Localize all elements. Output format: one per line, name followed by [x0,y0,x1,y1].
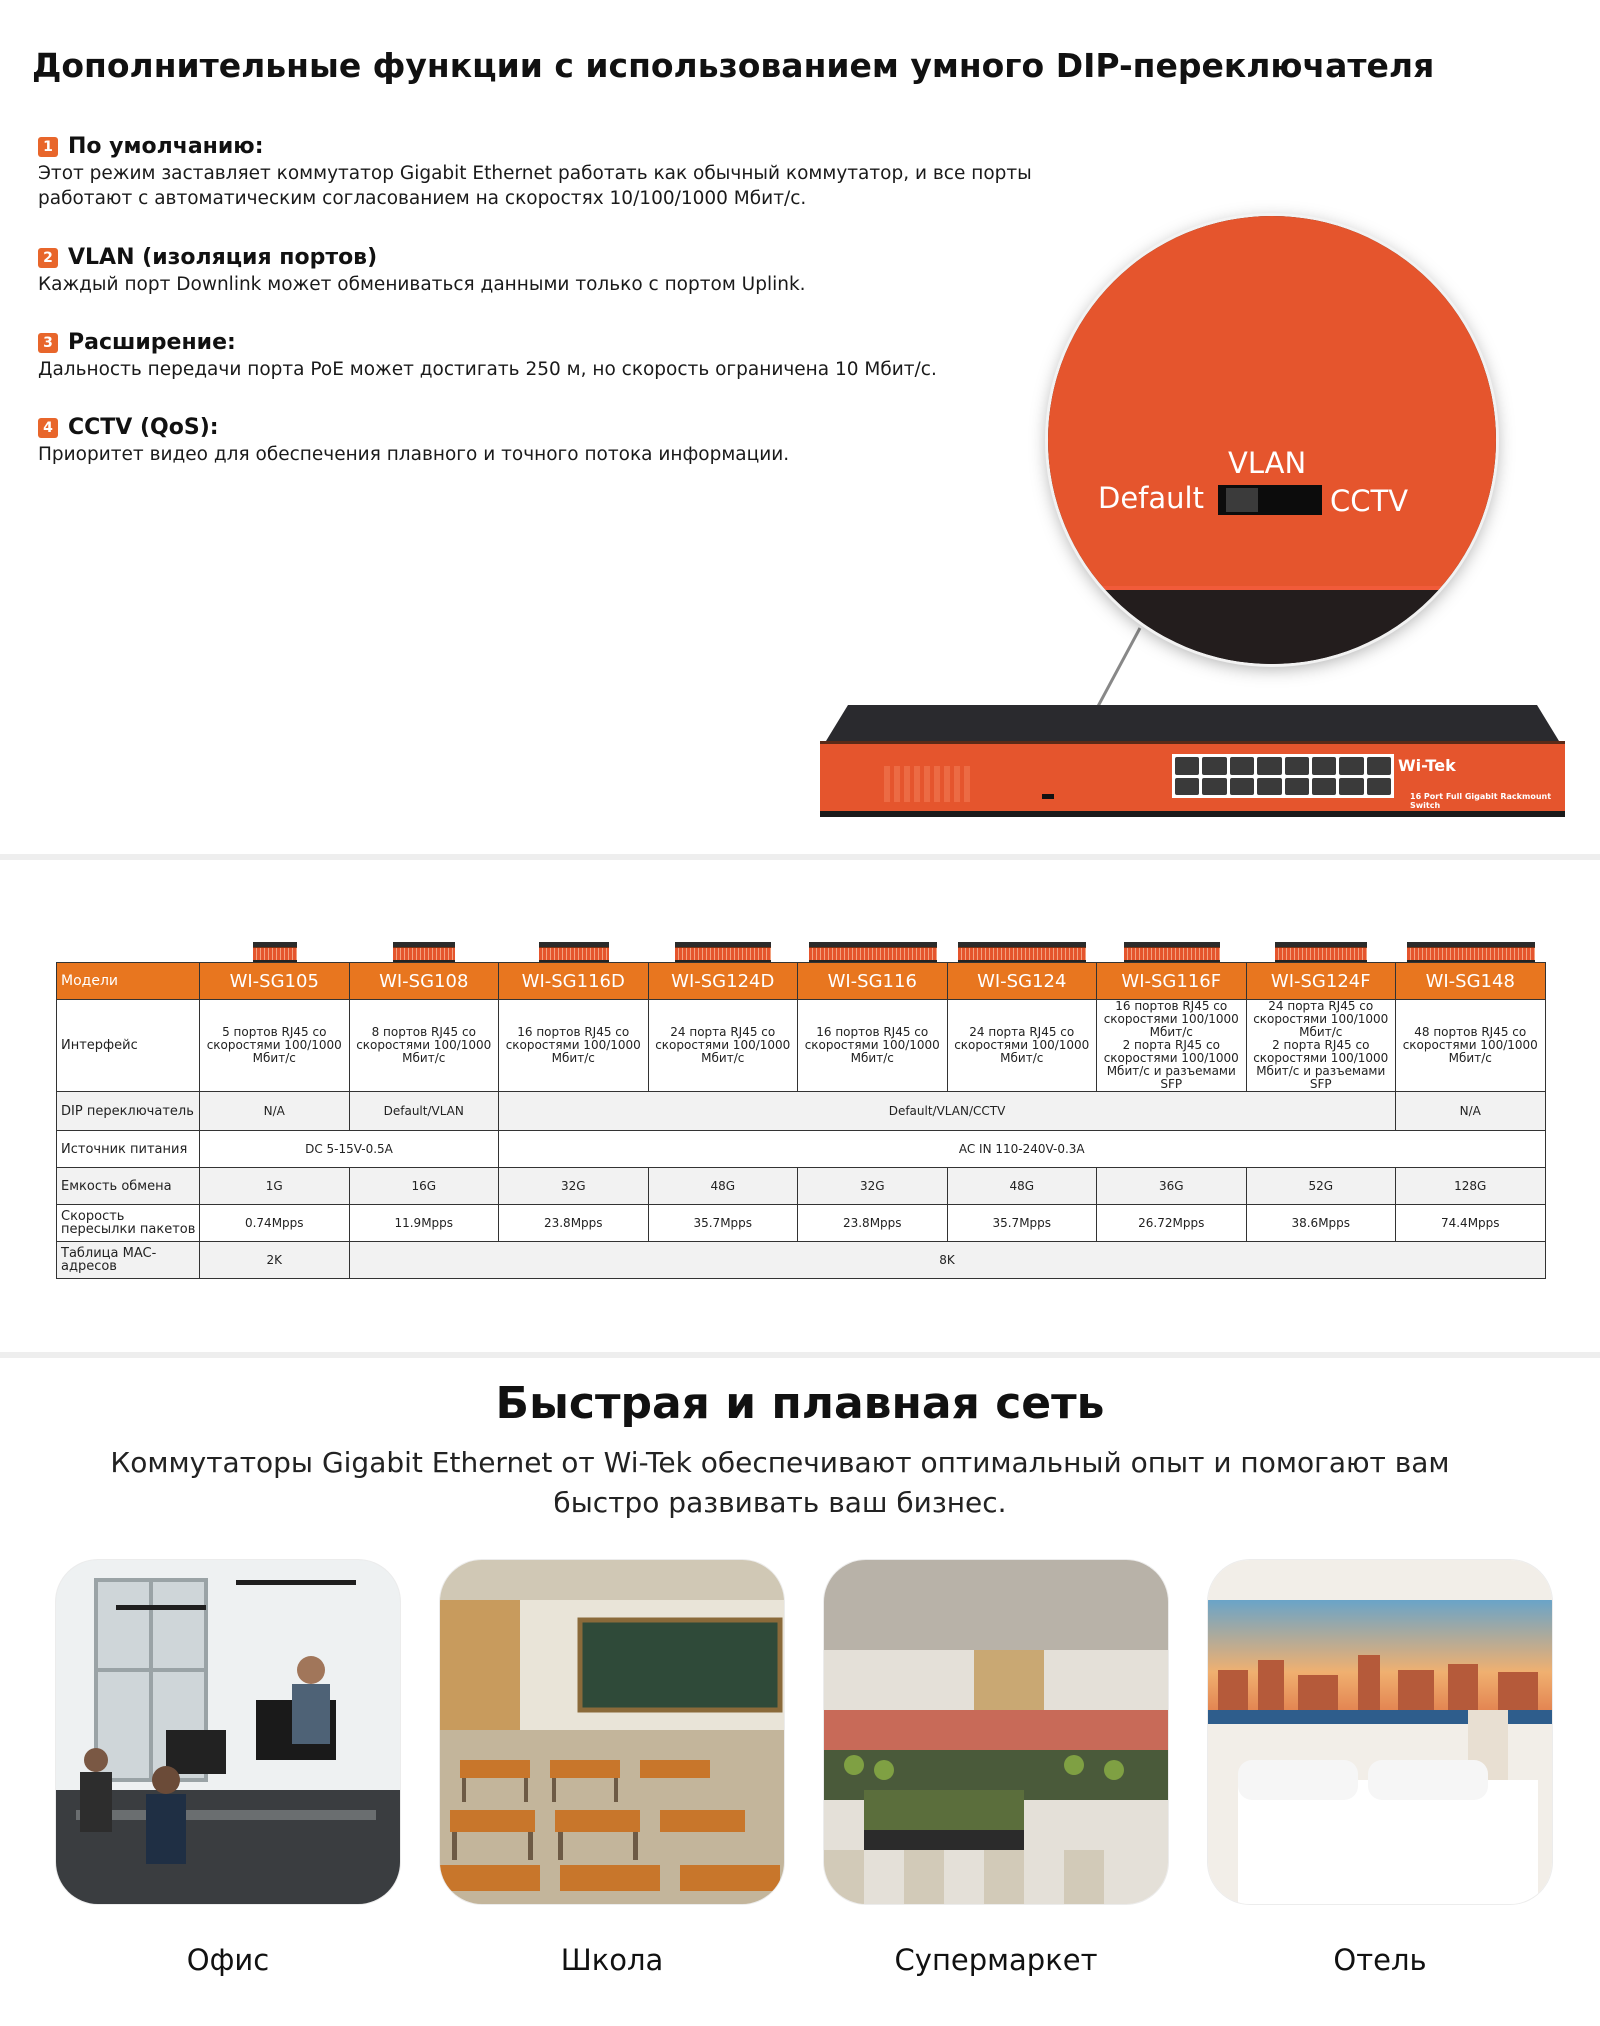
rj45-port [1285,778,1309,796]
rj45-port [1339,757,1363,775]
rj45-port [1312,757,1336,775]
dip-label-default: Default [1098,481,1204,515]
model-name: WI-SG124D [648,963,798,1000]
scene-label-hotel: Отель [1333,1943,1427,1977]
table-cell: 1G [200,1168,350,1205]
table-cell: 16 портов RJ45 со скоростями 100/1000 Мбит/с 2 порта RJ45 со скоростями 100/1000 Мбит/с и разъемами SFP [1097,1000,1247,1092]
model-name: WI-SG148 [1396,963,1546,1000]
model-name: WI-SG108 [349,963,499,1000]
dip-label-cctv: CCTV [1330,484,1409,518]
table-cell: 16G [349,1168,499,1205]
rackmount-switch-image [820,705,1565,817]
dip-switch-knob [1226,488,1258,512]
spec-table [56,962,1546,1279]
rj45-port [1230,757,1254,775]
table-cell: 74.4Mpps [1396,1205,1546,1242]
model-thumbnail [958,942,1086,962]
rj45-port [1367,757,1391,775]
table-cell: 26.72Mpps [1097,1205,1247,1242]
number-badge: 2 [38,248,58,268]
page-title: Дополнительные функции с использованием умного DIP-переключателя [32,46,1435,85]
school-photo [440,1560,784,1904]
scene-label-school: Школа [560,1943,664,1977]
table-cell: 2K [200,1242,350,1279]
table-cell: 0.74Mpps [200,1205,350,1242]
feature-description: Приоритет видео для обеспечения плавного и точного потока информации. [38,444,790,465]
rj45-port [1202,778,1226,796]
section-divider [0,1352,1600,1358]
table-cell: DC 5-15V-0.5A [200,1131,499,1168]
feature-description: Дальность передачи порта PoE может достигать 250 м, но скорость ограничена 10 Мбит/с. [38,359,937,380]
table-cell: 24 порта RJ45 со скоростями 100/1000 Мбит/с [947,1000,1097,1092]
rj45-port [1312,778,1336,796]
table-cell: 38.6Mpps [1246,1205,1396,1242]
table-row [57,1205,1546,1242]
table-row [57,1131,1546,1168]
model-name: WI-SG124 [947,963,1097,1000]
table-cell: 16 портов RJ45 со скоростями 100/1000 Мбит/с [798,1000,948,1092]
feature-heading: CCTV (QoS): [68,415,219,440]
model-name: WI-SG124F [1246,963,1396,1000]
feature-default [38,134,1058,211]
feature-description: Каждый порт Downlink может обмениваться данными только с портом Uplink. [38,274,806,295]
row-label: Модели [57,963,200,1000]
rj45-port [1285,757,1309,775]
table-row [57,1168,1546,1205]
table-row [57,1000,1546,1092]
table-cell: 35.7Mpps [648,1205,798,1242]
rj45-port [1175,757,1199,775]
table-cell: 48 портов RJ45 со скоростями 100/1000 Мбит/с [1396,1000,1546,1092]
model-name: WI-SG116 [798,963,948,1000]
row-label: Таблица MAC-адресов [57,1242,200,1279]
scene-label-office: Офис [186,1943,270,1977]
table-cell: N/A [200,1092,350,1131]
row-label: Емкость обмена [57,1168,200,1205]
row-label: DIP переключатель [57,1092,200,1131]
table-row [57,963,1546,1000]
rj45-port [1202,757,1226,775]
number-badge: 4 [38,418,58,438]
table-cell: 52G [1246,1168,1396,1205]
table-cell: Default/VLAN [349,1092,499,1131]
number-badge: 1 [38,137,58,157]
number-badge: 3 [38,333,58,353]
model-name: WI-SG116F [1097,963,1247,1000]
feature-vlan [38,245,1058,297]
model-name: WI-SG116D [499,963,649,1000]
model-thumbnails [200,934,1545,962]
table-row [57,1092,1546,1131]
table-cell: 32G [798,1168,948,1205]
device-caption: 16 Port Full Gigabit Rackmount Switch [1410,792,1552,810]
model-thumbnail [393,942,455,962]
table-cell: 32G [499,1168,649,1205]
rj45-port [1175,778,1199,796]
rj45-port [1339,778,1363,796]
table-cell: N/A [1396,1092,1546,1131]
section-divider [0,854,1600,860]
dip-label-vlan: VLAN [1228,446,1307,480]
table-cell: 36G [1097,1168,1247,1205]
rj45-port [1257,757,1281,775]
table-cell: 48G [648,1168,798,1205]
rj45-port [1367,778,1391,796]
feature-heading: По умолчанию: [68,134,264,159]
hotel-photo [1208,1560,1552,1904]
feature-heading: Расширение: [68,330,236,355]
table-cell: 24 порта RJ45 со скоростями 100/1000 Мбит/с 2 порта RJ45 со скоростями 100/1000 Мбит/с и разъемами SFP [1246,1000,1396,1092]
feature-heading: VLAN (изоляция портов) [68,245,378,270]
table-cell: 16 портов RJ45 со скоростями 100/1000 Мбит/с [499,1000,649,1092]
table-cell: 48G [947,1168,1097,1205]
brand-logo: Wi-Tek [1398,756,1456,775]
model-thumbnail [1407,942,1535,962]
scene-label-supermarket: Супермаркет [894,1943,1098,1977]
table-cell: 24 порта RJ45 со скоростями 100/1000 Мбит/с [648,1000,798,1092]
table-cell: 23.8Mpps [499,1205,649,1242]
dip-switch-magnifier [1048,216,1496,664]
section-title: Быстрая и плавная сеть [495,1378,1105,1429]
table-cell: 35.7Mpps [947,1205,1097,1242]
section-subtitle: Коммутаторы Gigabit Ethernet от Wi-Tek обеспечивают оптимальный опыт и помогают вам быстро развивать ваш бизнес. [110,1446,1450,1519]
feature-cctv [38,415,1058,467]
table-row [57,1242,1546,1279]
table-cell: 11.9Mpps [349,1205,499,1242]
table-cell: 128G [1396,1168,1546,1205]
model-thumbnail [1275,942,1367,962]
model-thumbnail [539,942,609,962]
rj45-port [1257,778,1281,796]
row-label: Интерфейс [57,1000,200,1092]
model-name: WI-SG105 [200,963,350,1000]
feature-extend [38,330,1058,382]
table-cell: Default/VLAN/CCTV [499,1092,1396,1131]
model-thumbnail [675,942,771,962]
model-thumbnail [253,942,297,962]
supermarket-photo [824,1560,1168,1904]
row-label: Источник питания [57,1131,200,1168]
office-photo [56,1560,400,1904]
rj45-port [1230,778,1254,796]
feature-description: Этот режим заставляет коммутатор Gigabit Ethernet работать как обычный коммутатор, и все порты работают с автоматическим согласованием на скоростях 10/100/1000 Мбит/с. [38,163,1032,209]
row-label: Скорость пересылки пакетов [57,1205,200,1242]
table-cell: 5 портов RJ45 со скоростями 100/1000 Мбит/с [200,1000,350,1092]
model-thumbnail [1124,942,1220,962]
table-cell: 23.8Mpps [798,1205,948,1242]
table-cell: AC IN 110-240V-0.3A [499,1131,1546,1168]
model-thumbnail [809,942,937,962]
table-cell: 8K [349,1242,1545,1279]
table-cell: 8 портов RJ45 со скоростями 100/1000 Мбит/с [349,1000,499,1092]
